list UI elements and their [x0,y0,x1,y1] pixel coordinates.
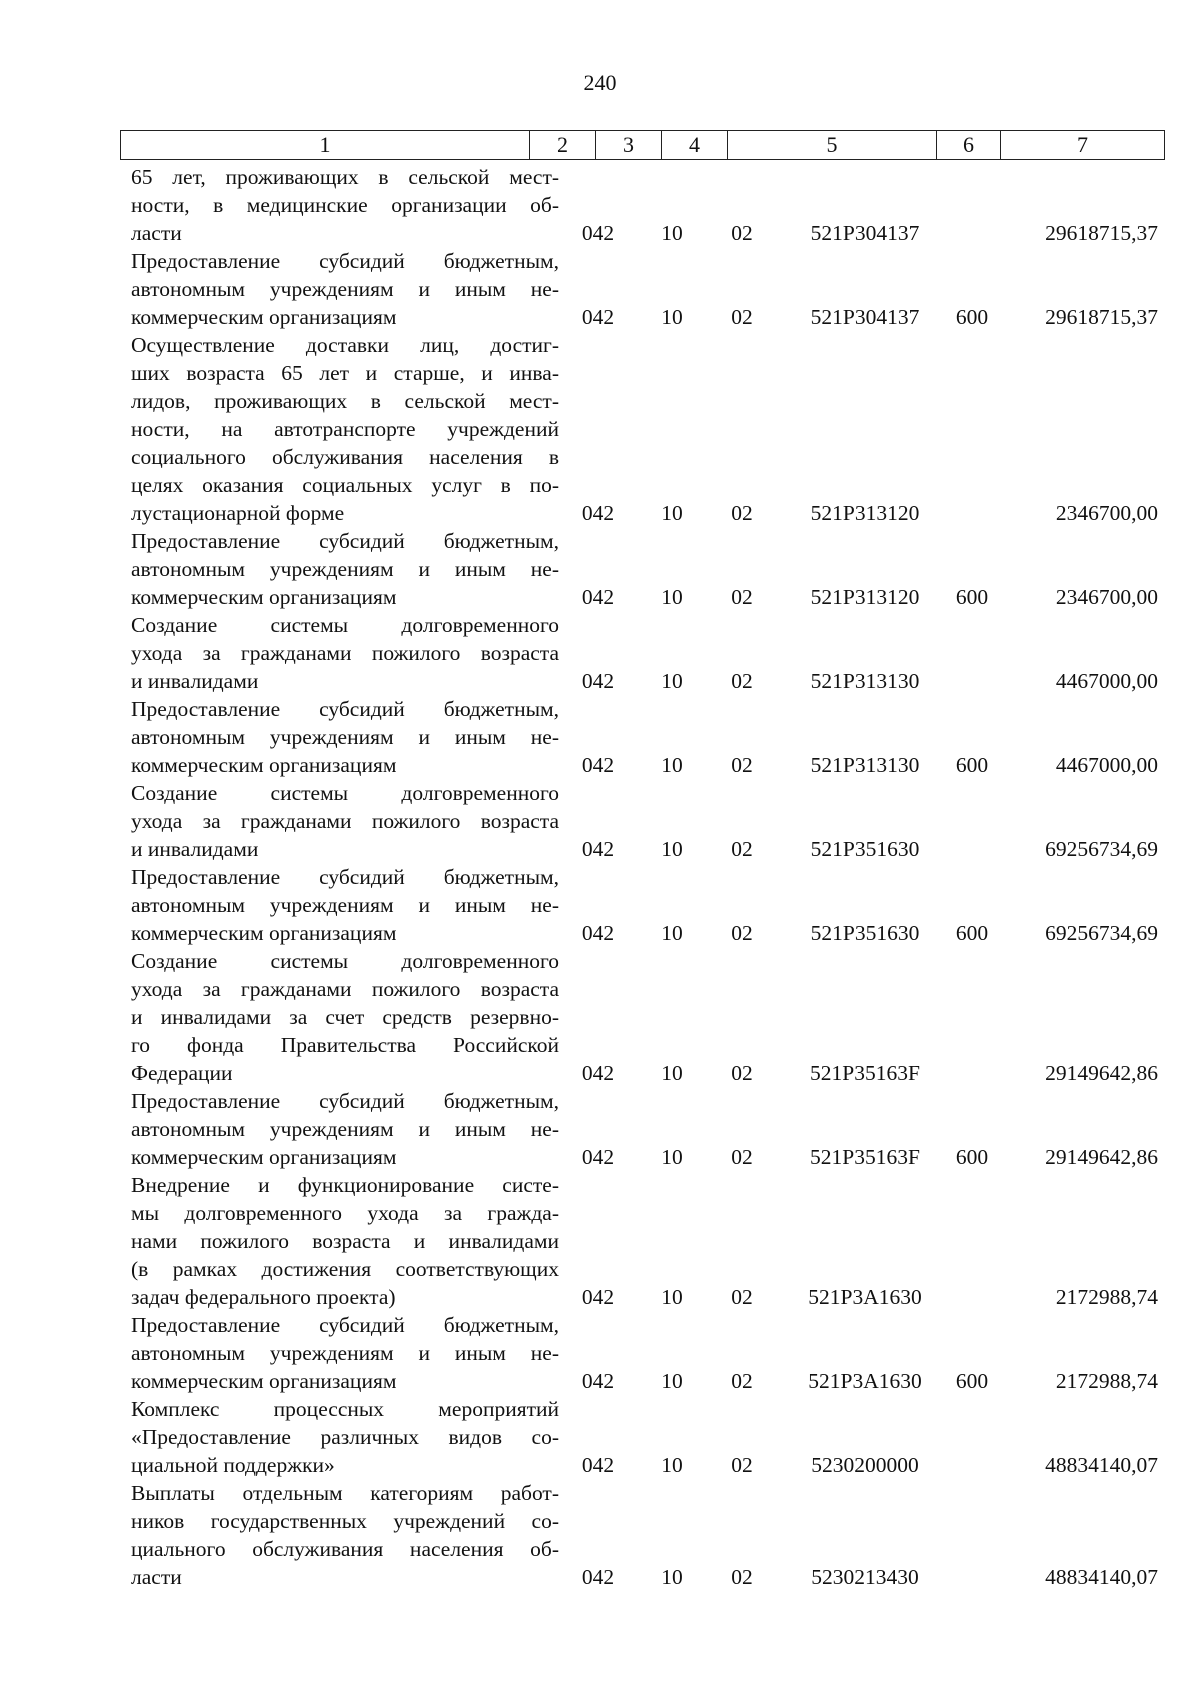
row-description: Предоставление субсидий бюджетным, автономным учреждениям и иным не- коммерческим организациям [131,1313,559,1393]
row-subsection-code: 02 [731,1453,753,1477]
row-subsection-code: 02 [731,585,753,609]
row-amount: 48834140,07 [1045,1453,1158,1477]
row-subsection-code: 02 [731,501,753,525]
row-amount: 2346700,00 [1055,585,1158,609]
row-description: Создание системы долговременного ухода за гражданами пожилого возраста и инвалидами [131,781,559,861]
page-number: 240 [583,70,617,95]
row-section-code: 10 [661,1285,683,1309]
column-header-7: 7 [1001,131,1165,160]
row-target-article-code: 521P3A1630 [808,1285,922,1309]
row-target-article-code: 521P313120 [810,501,920,525]
row-ministry-code: 042 [581,921,615,945]
row-subsection-code: 02 [731,837,753,861]
row-expense-type-code: 600 [955,921,989,945]
row-target-article-code: 521P3A1630 [808,1369,922,1393]
column-header-5: 5 [728,131,937,160]
row-description: Предоставление субсидий бюджетным, автономным учреждениям и иным не- коммерческим организациям [131,529,559,609]
row-ministry-code: 042 [581,753,615,777]
table-row [0,863,1200,947]
row-ministry-code: 042 [581,1565,615,1589]
row-amount: 48834140,07 [1045,1565,1158,1589]
row-target-article-code: 521P35163F [810,1145,920,1169]
row-subsection-code: 02 [731,1369,753,1393]
row-description: 65 лет, проживающих в сельской мест- ности, в медицинские организации об- ласти [131,165,559,245]
column-header-1: 1 [121,131,530,160]
row-target-article-code: 521P313130 [810,753,920,777]
row-target-article-code: 5230213430 [811,1565,919,1589]
table-row [0,1395,1200,1479]
row-description: Осуществление доставки лиц, достиг- ших возраста 65 лет и старше, и инва- лидов, проживающих в сельской мест- ности, на автотранспорте учреждений социального обслуживания населения в целях оказания социальных услуг в по- лустационарной форме [131,333,559,525]
row-amount: 69256734,69 [1045,921,1158,945]
row-subsection-code: 02 [731,1565,753,1589]
row-ministry-code: 042 [581,501,615,525]
row-section-code: 10 [661,305,683,329]
row-ministry-code: 042 [581,1453,615,1477]
row-amount: 29618715,37 [1045,305,1158,329]
column-header-row [121,131,1165,160]
row-ministry-code: 042 [581,305,615,329]
row-description: Предоставление субсидий бюджетным, автономным учреждениям и иным не- коммерческим организациям [131,697,559,777]
row-ministry-code: 042 [581,221,615,245]
row-section-code: 10 [661,1369,683,1393]
row-section-code: 10 [661,921,683,945]
row-description: Предоставление субсидий бюджетным, автономным учреждениям и иным не- коммерческим организациям [131,249,559,329]
row-subsection-code: 02 [731,221,753,245]
row-subsection-code: 02 [731,753,753,777]
column-header-6: 6 [937,131,1001,160]
column-header-table [120,130,1165,160]
row-description: Предоставление субсидий бюджетным, автономным учреждениям и иным не- коммерческим организациям [131,1089,559,1169]
row-amount: 29149642,86 [1045,1145,1158,1169]
row-expense-type-code: 600 [955,1145,989,1169]
row-target-article-code: 521P313130 [810,669,920,693]
row-ministry-code: 042 [581,837,615,861]
row-section-code: 10 [661,221,683,245]
row-subsection-code: 02 [731,305,753,329]
row-description: Внедрение и функционирование систе- мы долговременного ухода за гражда- нами пожилого возраста и инвалидами (в рамках достижения соответствующих задач федерального проекта) [131,1173,559,1309]
row-section-code: 10 [661,501,683,525]
column-header-3: 3 [596,131,662,160]
row-expense-type-code: 600 [955,305,989,329]
row-expense-type-code: 600 [955,1369,989,1393]
row-subsection-code: 02 [731,1145,753,1169]
row-section-code: 10 [661,837,683,861]
row-description: Предоставление субсидий бюджетным, автономным учреждениям и иным не- коммерческим организациям [131,865,559,945]
row-subsection-code: 02 [731,1061,753,1085]
row-description: Создание системы долговременного ухода за гражданами пожилого возраста и инвалидами [131,613,559,693]
row-expense-type-code: 600 [955,585,989,609]
table-row [0,1087,1200,1171]
row-target-article-code: 521P351630 [810,921,920,945]
row-expense-type-code: 600 [955,753,989,777]
row-target-article-code: 521P35163F [810,1061,920,1085]
table-row [0,947,1200,1087]
row-amount: 4467000,00 [1055,753,1158,777]
row-amount: 4467000,00 [1055,669,1158,693]
row-subsection-code: 02 [731,921,753,945]
row-ministry-code: 042 [581,585,615,609]
row-ministry-code: 042 [581,669,615,693]
row-ministry-code: 042 [581,1369,615,1393]
row-amount: 2172988,74 [1055,1369,1158,1393]
row-ministry-code: 042 [581,1061,615,1085]
table-body [0,163,1200,1591]
table-row [0,779,1200,863]
column-header-2: 2 [530,131,596,160]
table-row [0,163,1200,247]
table-row [0,695,1200,779]
column-header-4: 4 [662,131,728,160]
row-section-code: 10 [661,753,683,777]
row-section-code: 10 [661,1061,683,1085]
row-ministry-code: 042 [581,1285,615,1309]
table-row [0,1171,1200,1311]
row-section-code: 10 [661,1565,683,1589]
row-ministry-code: 042 [581,1145,615,1169]
row-description: Комплекс процессных мероприятий «Предоставление различных видов со- циальной поддержки» [131,1397,559,1477]
row-target-article-code: 521P351630 [810,837,920,861]
row-target-article-code: 521P304137 [810,305,920,329]
row-amount: 2172988,74 [1055,1285,1158,1309]
row-target-article-code: 5230200000 [811,1453,919,1477]
row-target-article-code: 521P313120 [810,585,920,609]
table-row [0,611,1200,695]
row-amount: 69256734,69 [1045,837,1158,861]
row-target-article-code: 521P304137 [810,221,920,245]
row-subsection-code: 02 [731,1285,753,1309]
row-section-code: 10 [661,669,683,693]
table-row [0,1479,1200,1591]
table-row [0,331,1200,527]
row-section-code: 10 [661,1453,683,1477]
table-row [0,527,1200,611]
row-amount: 2346700,00 [1055,501,1158,525]
row-section-code: 10 [661,1145,683,1169]
row-description: Выплаты отдельным категориям работ- ников государственных учреждений со- циального обслуживания населения об- ласти [131,1481,559,1589]
row-amount: 29618715,37 [1045,221,1158,245]
table-row [0,247,1200,331]
row-amount: 29149642,86 [1045,1061,1158,1085]
table-row [0,1311,1200,1395]
row-section-code: 10 [661,585,683,609]
row-subsection-code: 02 [731,669,753,693]
row-description: Создание системы долговременного ухода за гражданами пожилого возраста и инвалидами за счет средств резервно- го фонда Правительства Российской Федерации [131,949,559,1085]
